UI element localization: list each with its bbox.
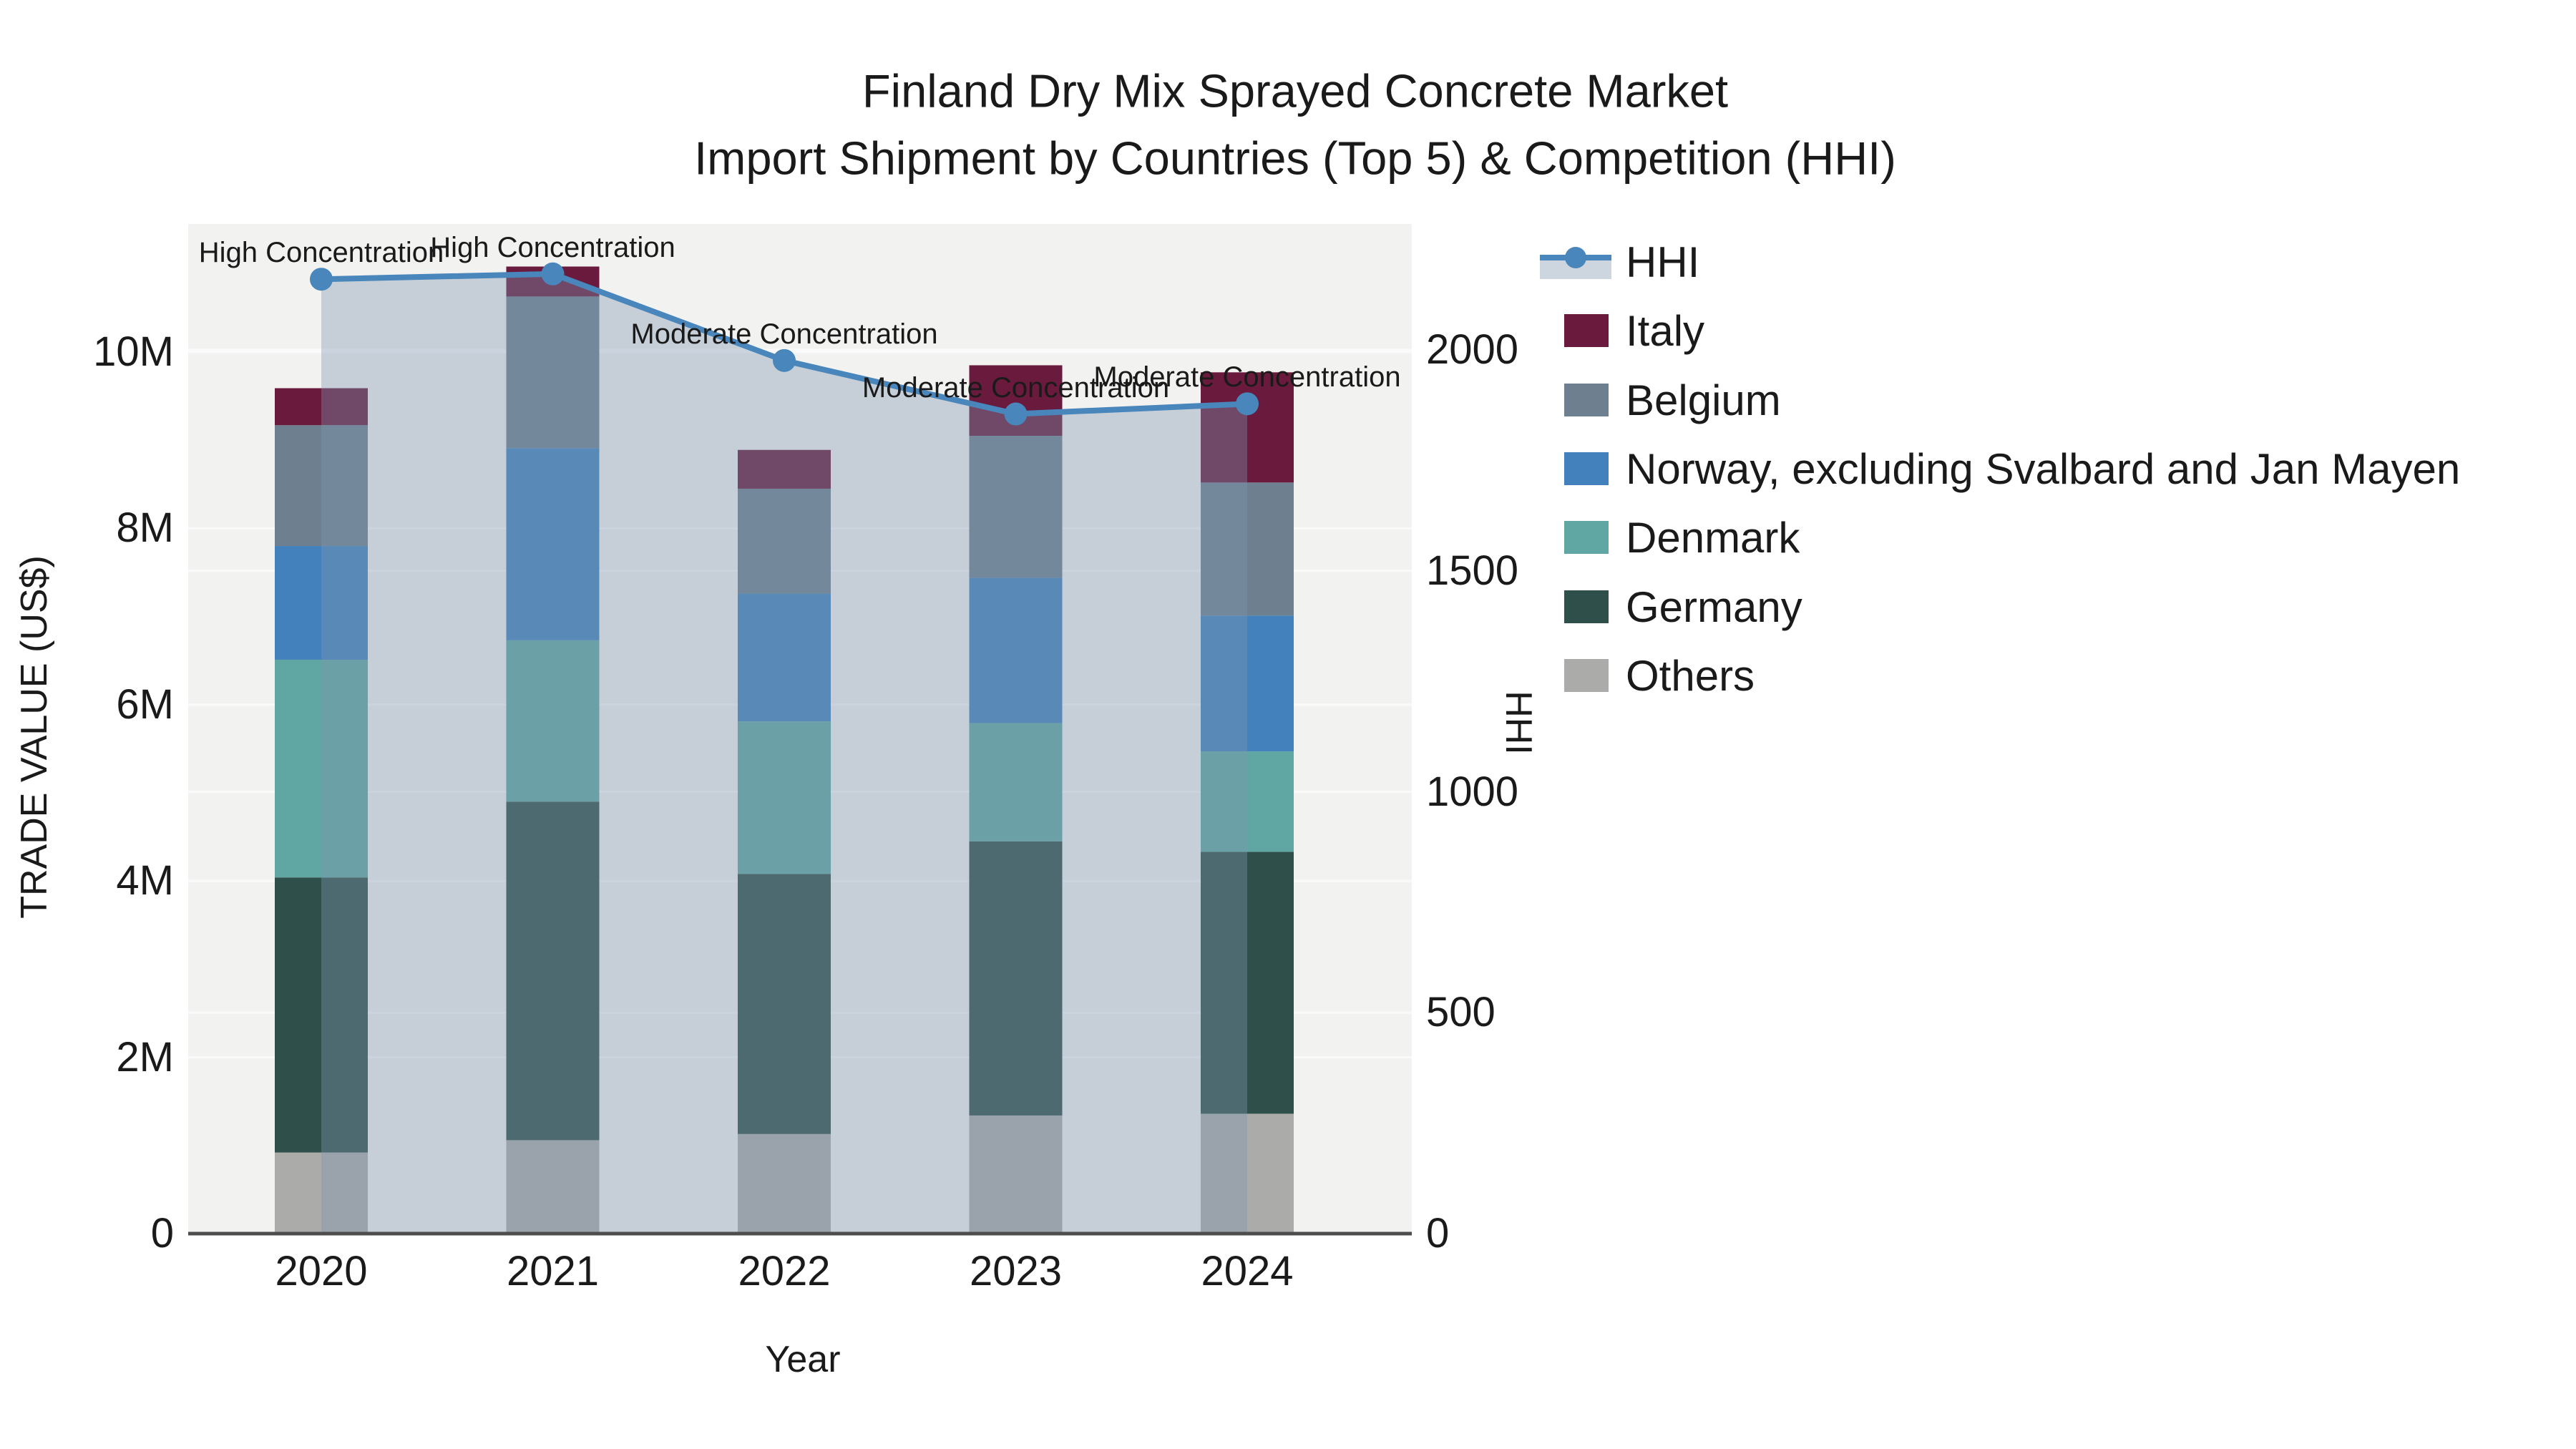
- legend-item-label: Italy: [1626, 306, 1705, 355]
- hhi-marker: [1236, 392, 1259, 415]
- legend-item-label: Denmark: [1626, 513, 1800, 562]
- legend-item[interactable]: [1540, 572, 1802, 641]
- legend-color-swatch: [1564, 659, 1609, 692]
- hhi-area-fill: [321, 274, 1247, 1234]
- x-tick-label: 2021: [506, 1248, 600, 1294]
- legend-color-swatch: [1564, 452, 1609, 485]
- hhi-marker: [310, 268, 333, 291]
- legend-item[interactable]: [1540, 366, 1781, 434]
- y-right-tick-label: 0: [1426, 1210, 1450, 1257]
- y-left-tick-label: 0: [150, 1210, 174, 1257]
- x-tick-label: 2024: [1201, 1248, 1294, 1294]
- x-tick-label: 2022: [738, 1248, 831, 1294]
- x-axis-title: Year: [765, 1339, 841, 1380]
- y-left-tick-label: 10M: [93, 328, 174, 375]
- y-right-tick-label: 500: [1426, 989, 1496, 1036]
- legend-color-swatch: [1564, 314, 1609, 347]
- legend-item[interactable]: [1540, 228, 1699, 296]
- hhi-annotation: Moderate Concentration: [630, 318, 938, 350]
- y-right-tick-label: 2000: [1426, 326, 1519, 373]
- legend-item[interactable]: [1540, 503, 1800, 572]
- legend-color-swatch: [1564, 521, 1609, 554]
- x-tick-label: 2023: [969, 1248, 1063, 1294]
- y-left-tick-label: 6M: [116, 680, 174, 728]
- legend-hhi-swatch: [1540, 245, 1611, 279]
- x-tick-label: 2020: [275, 1248, 368, 1294]
- legend-item[interactable]: [1540, 296, 1704, 365]
- hhi-annotation: Moderate Concentration: [862, 371, 1170, 404]
- hhi-marker: [773, 349, 796, 372]
- y-right-axis-title: HHI: [1498, 691, 1539, 755]
- legend-color-swatch: [1564, 590, 1609, 623]
- legend-item-label: Belgium: [1626, 376, 1781, 424]
- chart-title-line2: Import Shipment by Countries (Top 5) & Competition (HHI): [694, 132, 1896, 185]
- legend-item[interactable]: [1540, 641, 1755, 710]
- y-left-tick-label: 4M: [116, 857, 174, 904]
- y-right-tick-label: 1500: [1426, 547, 1519, 594]
- hhi-annotation: Moderate Concentration: [1093, 361, 1401, 394]
- legend-item[interactable]: [1540, 434, 2460, 503]
- legend-item-label: Norway, excluding Svalbard and Jan Mayen: [1626, 444, 2461, 493]
- legend-item-label: Others: [1626, 651, 1755, 700]
- y-right-tick-label: 1000: [1426, 768, 1519, 815]
- legend-item-label: HHI: [1626, 238, 1700, 286]
- chart-title-line1: Finland Dry Mix Sprayed Concrete Market: [862, 64, 1729, 117]
- hhi-marker: [542, 263, 565, 286]
- legend-color-swatch: [1564, 384, 1609, 416]
- y-left-tick-label: 8M: [116, 504, 174, 552]
- legend-item-label: Germany: [1626, 582, 1802, 631]
- y-left-tick-label: 2M: [116, 1033, 174, 1080]
- y-left-axis-title: TRADE VALUE (US$): [14, 555, 55, 919]
- hhi-annotation: High Concentration: [198, 237, 444, 269]
- hhi-marker: [1005, 403, 1028, 426]
- hhi-annotation: High Concentration: [430, 231, 675, 263]
- hhi-marker-icon: [1565, 247, 1586, 268]
